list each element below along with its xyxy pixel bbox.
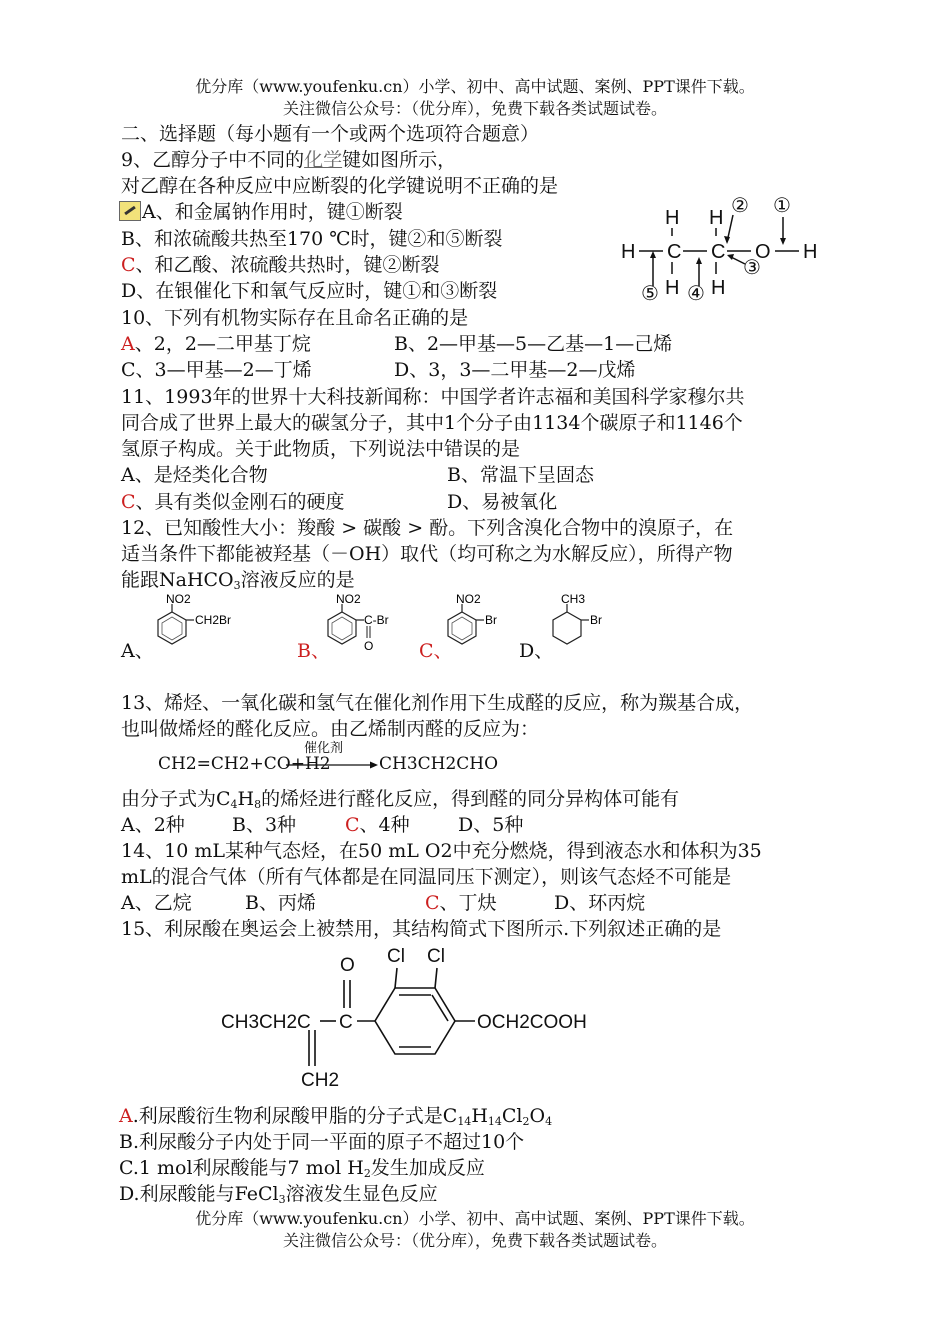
q9-option-a-letter: A bbox=[142, 201, 156, 223]
q12-c-side: Br bbox=[485, 613, 497, 627]
q11-option-c-letter: C bbox=[121, 491, 136, 513]
q12-b-top: NO2 bbox=[336, 592, 361, 606]
edit-icon[interactable] bbox=[119, 201, 141, 221]
bond-label-5: ⑤ bbox=[641, 283, 659, 305]
q12-b-side: C-Br bbox=[364, 613, 389, 627]
q15-left-group: CH3CH2C bbox=[221, 1012, 311, 1033]
q12-option-c-label: C、 bbox=[419, 640, 453, 662]
q15-option-c-s: 2 bbox=[363, 1167, 371, 1180]
q10-option-a-letter: A bbox=[121, 333, 135, 355]
q13-option-c-letter: C bbox=[345, 814, 360, 836]
q13-stem-3-b: 的烯烃进行醛化反应，得到醛的同分异构体可能有 bbox=[261, 788, 680, 810]
bond-label-3: ③ bbox=[743, 257, 761, 279]
q11-option-d: D、易被氧化 bbox=[447, 491, 558, 513]
q11-stem-3: 氢原子构成。关于此物质，下列说法中错误的是 bbox=[121, 438, 521, 460]
q15-option-c bbox=[119, 1155, 485, 1181]
q13-equation-left: CH2=CH2+CO+H2 bbox=[158, 754, 331, 774]
q14-option-b: B、丙烯 bbox=[245, 892, 316, 914]
q15-option-d-a: D.利尿酸能与FeCl bbox=[119, 1183, 279, 1205]
atom-c-2: C bbox=[711, 241, 726, 263]
q15-option-b: B.利尿酸分子内处于同一平面的原子不超过10个 bbox=[119, 1131, 525, 1153]
q9-stem-text-a: 9、乙醇分子中不同的 bbox=[121, 149, 305, 171]
q9-stem-2: 对乙醇在各种反应中应断裂的化学键说明不正确的是 bbox=[121, 175, 559, 197]
header-line-2: 关注微信公众号：（优分库），免费下载各类试题试卷。 bbox=[282, 99, 667, 118]
q15-carbonyl-o: O bbox=[340, 955, 355, 976]
q9-option-c-letter: C bbox=[121, 254, 136, 276]
q15-option-a-s4: 4 bbox=[545, 1115, 553, 1128]
q15-right-group: OCH2COOH bbox=[477, 1012, 587, 1033]
atom-c-1: C bbox=[667, 241, 682, 263]
q12-structure-d bbox=[545, 590, 615, 662]
q12-stem-3-b: 溶液反应的是 bbox=[240, 569, 355, 591]
q13-stem-3 bbox=[121, 786, 679, 812]
q14-option-c-text: 、丁炔 bbox=[439, 892, 497, 914]
bond-label-1: ① bbox=[773, 195, 791, 217]
reaction-arrow-icon bbox=[286, 760, 378, 770]
q12-structure-c bbox=[440, 590, 510, 662]
ethacrynic-acid-structure bbox=[215, 940, 610, 1100]
q9-stem bbox=[121, 147, 456, 173]
q15-option-a-cl: Cl bbox=[501, 1105, 523, 1127]
q14-stem-2: mL的混合气体（所有气体都是在同温同压下测定），则该气态烃不可能是 bbox=[121, 866, 732, 888]
q15-option-a-s2: 14 bbox=[487, 1115, 502, 1128]
q15-option-d bbox=[119, 1181, 438, 1207]
q13-stem-1: 13、烯烃、一氧化碳和氢气在催化剂作用下生成醛的反应，称为羰基合成， bbox=[121, 692, 754, 714]
q12-option-b-label: B、 bbox=[297, 640, 330, 662]
q12-a-side: CH2Br bbox=[195, 613, 232, 627]
q11-option-b: B、常温下呈固态 bbox=[447, 464, 594, 486]
footer-line-2: 关注微信公众号：（优分库），免费下载各类试题试卷。 bbox=[282, 1231, 667, 1250]
q10-stem: 10、下列有机物实际存在且命名正确的是 bbox=[121, 307, 469, 329]
q9-option-c-text: 、和乙酸、浓硫酸共热时，键②断裂 bbox=[135, 254, 440, 276]
q10-option-a bbox=[121, 331, 311, 357]
q15-option-a-h: H bbox=[471, 1105, 488, 1127]
atom-h-right: H bbox=[803, 241, 818, 263]
q14-option-c-letter: C bbox=[425, 892, 440, 914]
q11-option-c-text: 、具有类似金刚石的硬度 bbox=[135, 491, 345, 513]
atom-h-bottom-left: H bbox=[665, 277, 680, 299]
q12-d-side: Br bbox=[590, 613, 602, 627]
q9-option-a-text: 、和金属钠作用时，键①断裂 bbox=[155, 201, 403, 223]
q13-stem-3-s1: 4 bbox=[230, 798, 238, 811]
q12-option-d-label: D、 bbox=[519, 640, 554, 662]
q11-option-a: A、是烃类化合物 bbox=[121, 464, 268, 486]
q15-option-c-b: 发生加成反应 bbox=[370, 1157, 485, 1179]
q12-stem-1: 12、已知酸性大小：羧酸 > 碳酸 > 酚。下列含溴化合物中的溴原子，在 bbox=[121, 517, 734, 539]
q15-stem: 15、利尿酸在奥运会上被禁用，其结构简式下图所示.下列叙述正确的是 bbox=[121, 918, 722, 940]
q14-option-d: D、环丙烷 bbox=[554, 892, 646, 914]
q12-b-below: O bbox=[364, 639, 374, 653]
q14-option-c bbox=[425, 890, 497, 916]
q13-stem-3-s2: 8 bbox=[254, 798, 262, 811]
q15-cl-2: Cl bbox=[427, 946, 445, 967]
q10-option-c: C、3—甲基—2—丁烯 bbox=[121, 359, 312, 381]
q12-c-top: NO2 bbox=[456, 592, 481, 606]
q11-stem-2: 同合成了世界上最大的碳氢分子，其中1个分子由1134个碳原子和1146个 bbox=[121, 412, 743, 434]
q9-stem-link[interactable]: 化学 bbox=[304, 149, 343, 171]
atom-h-top-right: H bbox=[709, 207, 724, 229]
q15-option-d-b: 溶液发生显色反应 bbox=[285, 1183, 438, 1205]
q12-stem-3-a: 能跟NaHCO bbox=[121, 569, 234, 591]
q13-equation-right: CH3CH2CHO bbox=[379, 754, 499, 774]
q14-stem-1: 14、10 mL某种气态烃，在50 mL O2中充分燃烧，得到液态水和体积为35 bbox=[121, 840, 762, 862]
q9-option-a bbox=[119, 199, 403, 225]
q9-option-c bbox=[121, 252, 440, 278]
q13-option-d: D、5种 bbox=[458, 814, 524, 836]
q15-option-d-s: 3 bbox=[278, 1193, 286, 1206]
q12-option-a-label: A、 bbox=[121, 640, 154, 662]
q10-option-b: B、2—甲基—5—乙基—1—己烯 bbox=[394, 333, 673, 355]
q11-stem-1: 11、1993年的世界十大科技新闻称：中国学者许志福和美国科学家穆尔共 bbox=[121, 386, 745, 408]
q15-option-c-a: C.1 mol利尿酸能与7 mol H bbox=[119, 1157, 364, 1179]
q12-d-top: CH3 bbox=[561, 592, 586, 606]
q15-option-a-letter: A bbox=[119, 1105, 133, 1127]
q13-stem-3-m: H bbox=[237, 788, 255, 810]
q15-option-a-s3: 2 bbox=[522, 1115, 530, 1128]
q13-option-c-text: 、4种 bbox=[359, 814, 410, 836]
q15-option-a-text: .利尿酸衍生物利尿酸甲脂的分子式是C bbox=[132, 1105, 458, 1127]
q15-option-a bbox=[119, 1103, 552, 1129]
q15-carbonyl-c: C bbox=[339, 1012, 353, 1033]
q13-option-c bbox=[345, 812, 410, 838]
q9-option-d: D、在银催化下和氧气反应时，键①和③断裂 bbox=[121, 280, 498, 302]
q9-option-b: B、和浓硫酸共热至170 ℃时，键②和⑤断裂 bbox=[121, 228, 503, 250]
atom-o: O bbox=[755, 241, 771, 263]
q15-cl-1: Cl bbox=[387, 946, 405, 967]
atom-h-left: H bbox=[621, 241, 636, 263]
ethanol-bond-diagram bbox=[615, 190, 830, 310]
q10-option-d: D、3，3—二甲基—2—戊烯 bbox=[394, 359, 636, 381]
q15-option-a-o: O bbox=[529, 1105, 546, 1127]
bond-label-4: ④ bbox=[687, 283, 705, 305]
q12-stem-2: 适当条件下都能被羟基（－OH）取代（均可称之为水解反应），所得产物 bbox=[121, 543, 733, 565]
q12-structure-b bbox=[320, 590, 410, 662]
q15-bottom-group: CH2 bbox=[301, 1070, 340, 1091]
q13-stem-2: 也叫做烯烃的醛化反应。由乙烯制丙醛的反应为： bbox=[121, 718, 540, 740]
q12-structure-a bbox=[150, 590, 245, 662]
q14-option-a: A、乙烷 bbox=[121, 892, 192, 914]
q9-stem-text-b: 键如图所示， bbox=[342, 149, 457, 171]
header-line-1: 优分库（www.youfenku.cn）小学、初中、高中试题、案例、PPT课件下载。 bbox=[195, 77, 755, 96]
atom-h-top-left: H bbox=[665, 207, 680, 229]
section-title: 二、选择题（每小题有一个或两个选项符合题意） bbox=[121, 123, 540, 145]
footer-line-1: 优分库（www.youfenku.cn）小学、初中、高中试题、案例、PPT课件下载。 bbox=[195, 1209, 755, 1228]
q10-option-a-text: 、2，2—二甲基丁烷 bbox=[134, 333, 311, 355]
q13-option-b: B、3种 bbox=[232, 814, 297, 836]
q12-a-top: NO2 bbox=[166, 592, 191, 606]
q15-option-a-s1: 14 bbox=[457, 1115, 472, 1128]
atom-h-bottom-right: H bbox=[711, 277, 726, 299]
q13-option-a: A、2种 bbox=[121, 814, 185, 836]
q11-option-c bbox=[121, 489, 345, 515]
q13-equation-catalyst: 催化剂 bbox=[304, 741, 344, 756]
q13-stem-3-a: 由分子式为C bbox=[121, 788, 231, 810]
bond-label-2: ② bbox=[731, 195, 749, 217]
q12-stem-3-sub: 3 bbox=[233, 579, 241, 592]
